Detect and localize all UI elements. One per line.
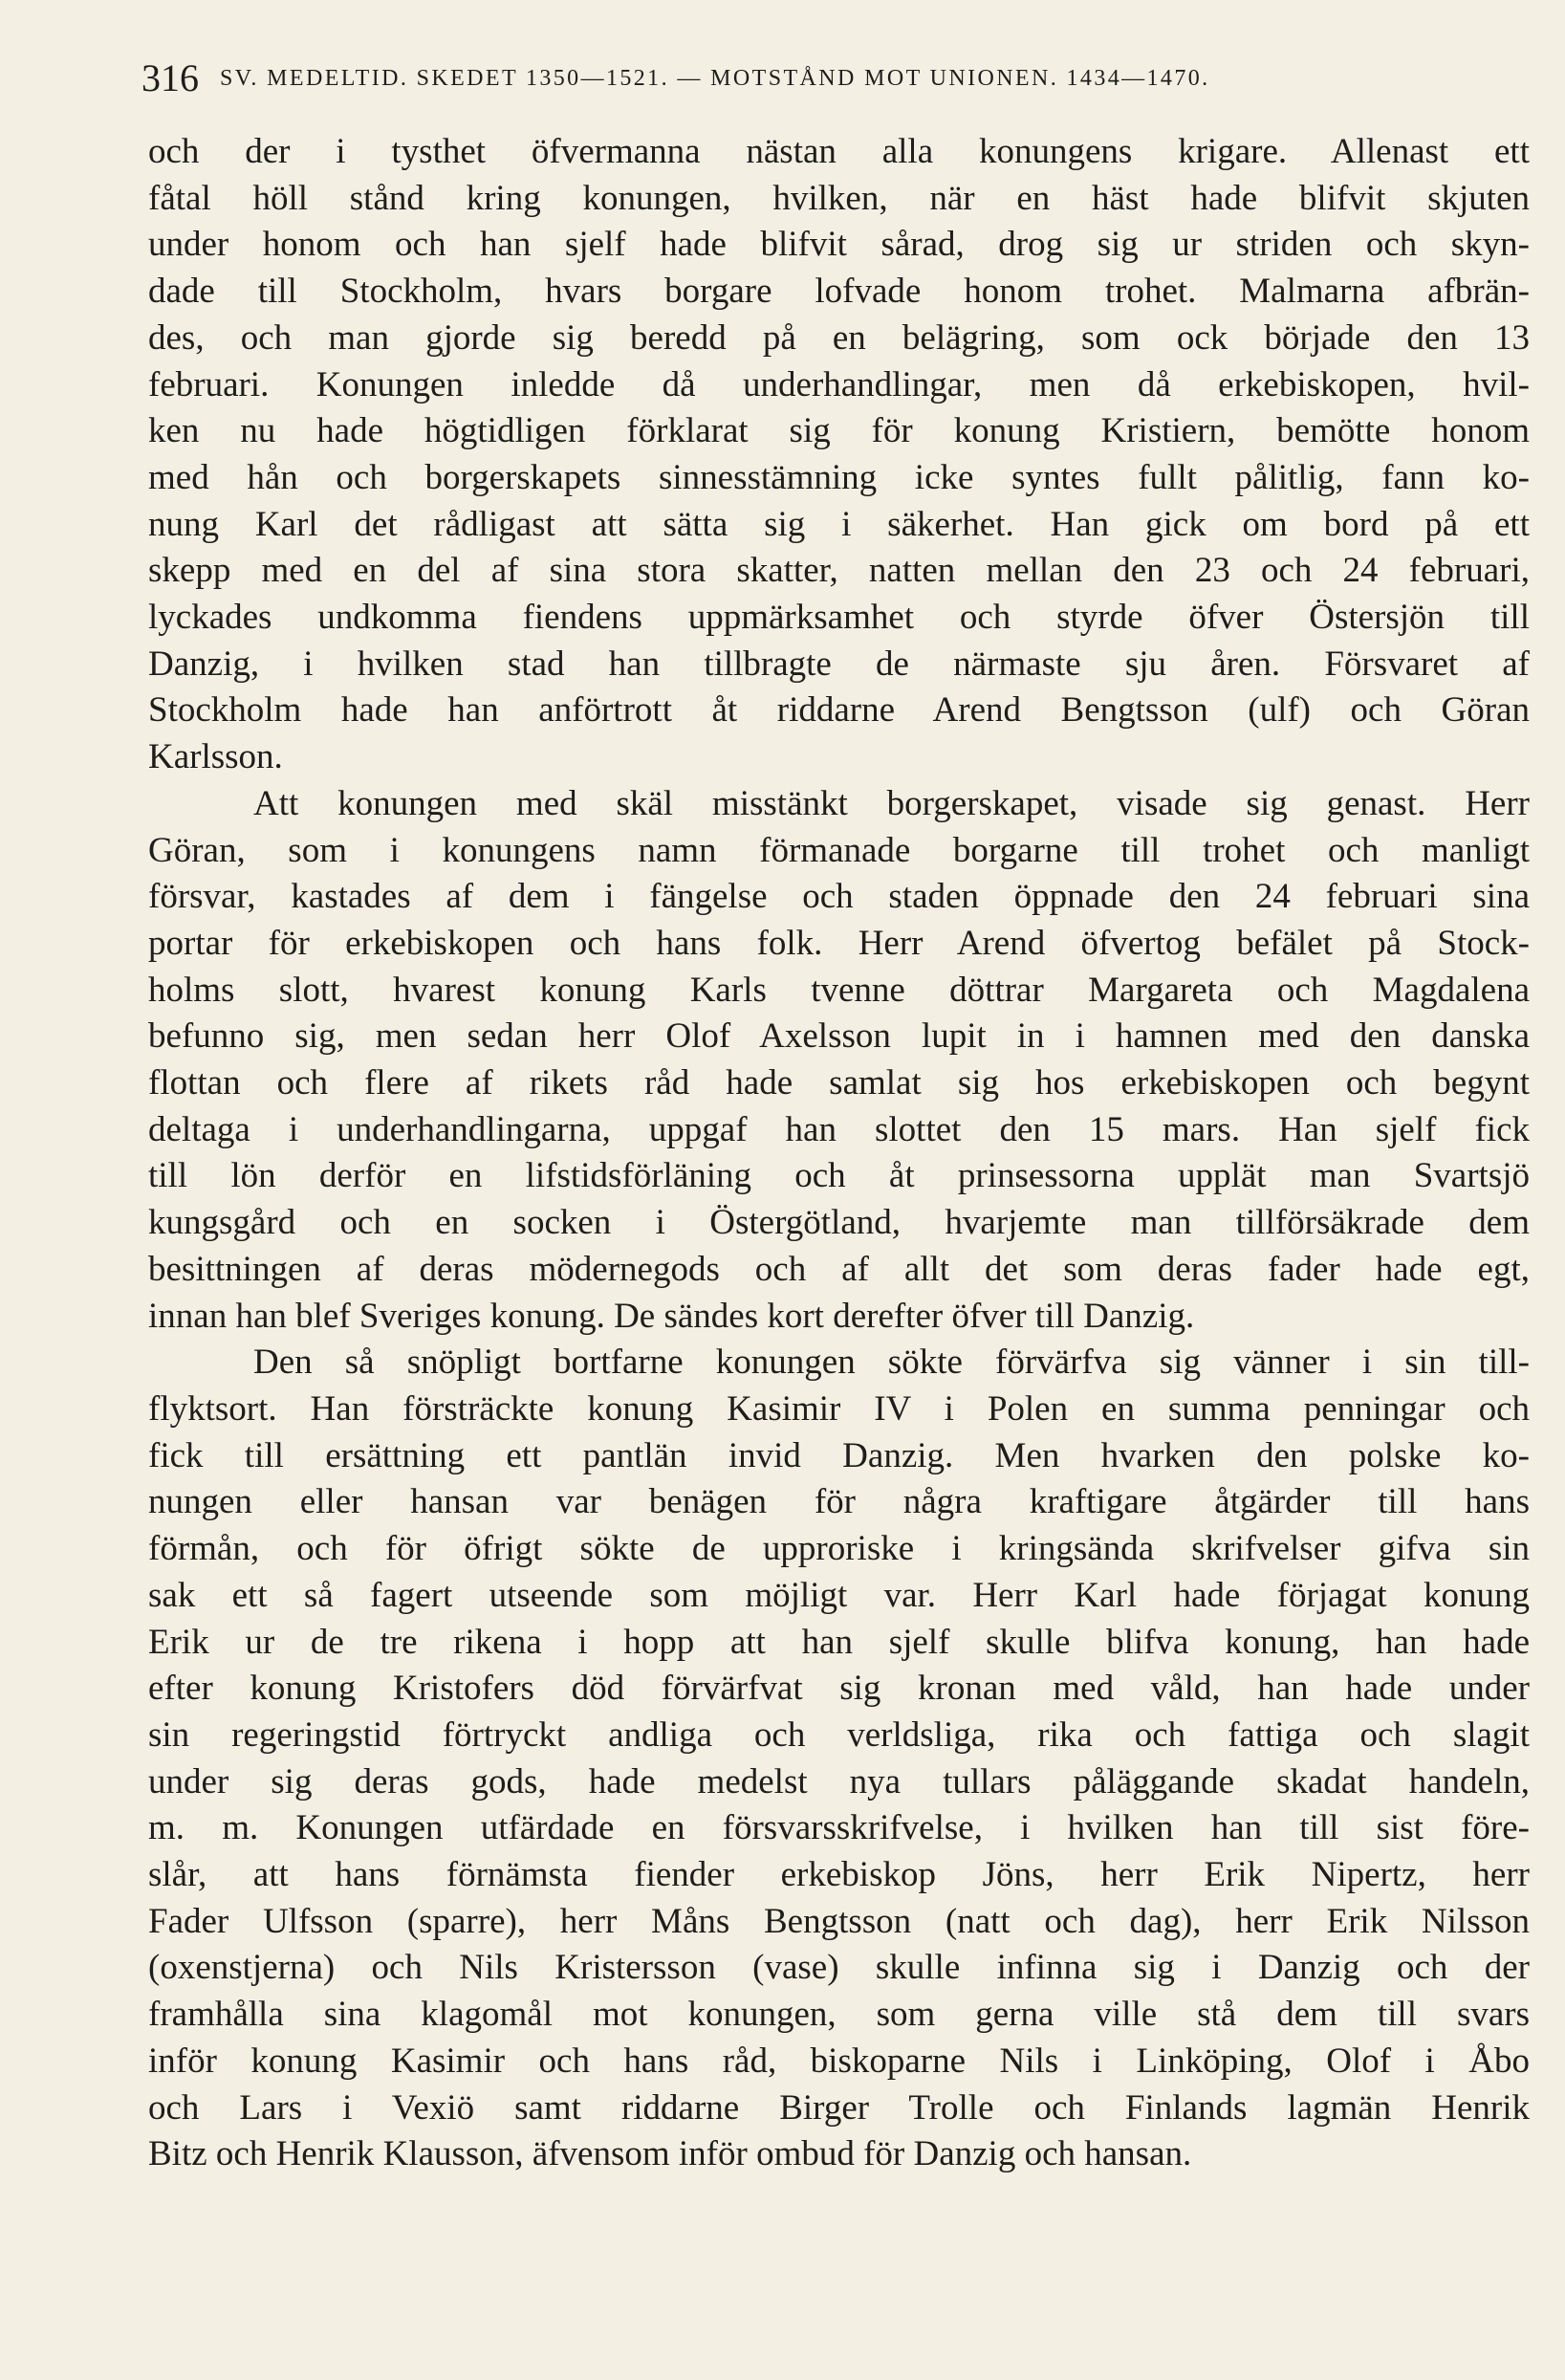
text-line: flottan och flere af rikets råd hade samlat sig hos erkebiskopen och begynt xyxy=(148,1063,1530,1103)
text-line: portar för erkebiskopen och hans folk. Herr Arend öfvertog befälet på Stock- xyxy=(148,923,1530,963)
text-line: efter konung Kristofers död förvärfvat sig kronan med våld, han hade under xyxy=(148,1669,1530,1709)
text-line: kungsgård och en socken i Östergötland, hvarjemte man tillförsäkrade dem xyxy=(148,1203,1530,1243)
text-line: försvar, kastades af dem i fängelse och staden öppnade den 24 februari sina xyxy=(148,877,1530,917)
text-line: Stockholm hade han anförtrott åt riddarne Arend Bengtsson (ulf) och Göran xyxy=(148,690,1530,731)
text-line: sak ett så fagert utseende som möjligt var. Herr Karl hade förjagat konung xyxy=(148,1575,1530,1615)
page-header xyxy=(141,50,1528,107)
text-line: framhålla sina klagomål mot konungen, som gerna ville stå dem till svars xyxy=(148,1995,1530,2035)
paragraph xyxy=(148,1340,1530,2178)
text-line: och der i tysthet öfvermanna nästan alla konungens krigare. Allenast ett xyxy=(148,132,1530,171)
text-line: sin regeringstid förtryckt andliga och verldsliga, rika och fattiga och slagit xyxy=(148,1714,1530,1755)
text-line: och Lars i Vexiö samt riddarne Birger Trolle och Finlands lagmän Henrik xyxy=(148,2087,1530,2128)
text-line: februari. Konungen inledde då underhandlingar, men då erkebiskopen, hvil- xyxy=(148,364,1530,404)
text-line: med hån och borgerskapets sinnesstämning icke syntes fullt pålitlig, fann ko- xyxy=(148,457,1530,497)
text-line: skepp med en del af sina stora skatter, natten mellan den 23 och 24 februari, xyxy=(148,551,1530,591)
running-title: SV. MEDELTID. SKEDET 1350—1521. — MOTSTÅND MOT UNIONEN. 1434—1470. xyxy=(220,66,1210,91)
text-line: Den så snöpligt bortfarne konungen sökte förvärfva sig vänner i sin till- xyxy=(253,1343,1530,1383)
page-number: 316 xyxy=(141,56,199,99)
text-line: flyktsort. Han försträckte konung Kasimir IV i Polen en summa penningar och xyxy=(148,1388,1530,1429)
text-line: besittningen af deras mödernegods och af allt det som deras fader hade egt, xyxy=(148,1249,1530,1289)
text-line: (oxenstjerna) och Nils Kristersson (vase) skulle infinna sig i Danzig och der xyxy=(148,1948,1530,1988)
text-line: slår, att hans förnämsta fiender erkebiskop Jöns, herr Erik Nipertz, herr xyxy=(148,1855,1530,1895)
body-text xyxy=(148,129,1530,2367)
text-line: Fader Ulfsson (sparre), herr Måns Bengtsson (natt och dag), herr Erik Nilsson xyxy=(148,1901,1530,1941)
text-line: Danzig, i hvilken stad han tillbragte de närmaste sju åren. Försvaret af xyxy=(148,644,1530,684)
text-line: inför konung Kasimir och hans råd, biskoparne Nils i Linköping, Olof i Åbo xyxy=(148,2041,1530,2081)
text-line: Bitz och Henrik Klausson, äfvensom inför ombud för Danzig och hansan. xyxy=(148,2134,1192,2174)
text-line: deltaga i underhandlingarna, uppgaf han slottet den 15 mars. Han sjelf fick xyxy=(148,1109,1530,1149)
text-line: under sig deras gods, hade medelst nya tullars påläggande skadat handeln, xyxy=(148,1761,1530,1801)
text-line: Att konungen med skäl misstänkt borgerskapet, visade sig genast. Herr xyxy=(253,783,1530,823)
text-line: ken nu hade högtidligen förklarat sig för konung Kristiern, bemötte honom xyxy=(148,411,1530,451)
text-line: Erik ur de tre rikena i hopp att han sjelf skulle blifva konung, han hade xyxy=(148,1622,1530,1662)
text-line: Karlsson. xyxy=(148,737,283,777)
text-line: fåtal höll stånd kring konungen, hvilken, när en häst hade blifvit skjuten xyxy=(148,178,1530,218)
paragraph xyxy=(148,129,1530,781)
text-line: under honom och han sjelf hade blifvit sårad, drog sig ur striden och skyn- xyxy=(148,225,1530,265)
text-line: des, och man gjorde sig beredd på en belägring, som ock började den 13 xyxy=(148,317,1530,358)
text-line: innan han blef Sveriges konung. De sändes kort derefter öfver till Danzig. xyxy=(148,1296,1195,1336)
text-line: Göran, som i konungens namn förmanade borgarne till trohet och manligt xyxy=(148,830,1530,870)
text-line: till lön derför en lifstidsförläning och åt prinsessorna upplät man Svartsjö xyxy=(148,1156,1530,1196)
text-line: fick till ersättning ett pantlän invid Danzig. Men hvarken den polske ko- xyxy=(148,1435,1530,1475)
text-line: dade till Stockholm, hvars borgare lofvade honom trohet. Malmarna afbrän- xyxy=(148,272,1530,312)
text-line: nung Karl det rådligast att sätta sig i säkerhet. Han gick om bord på ett xyxy=(148,504,1530,544)
text-line: holms slott, hvarest konung Karls tvenne döttrar Margareta och Magdalena xyxy=(148,970,1530,1010)
text-line: befunno sig, men sedan herr Olof Axelsson lupit in i hamnen med den danska xyxy=(148,1016,1530,1057)
text-line: nungen eller hansan var benägen för några kraftigare åtgärder till hans xyxy=(148,1482,1530,1522)
text-line: m. m. Konungen utfärdade en försvarsskrifvelse, i hvilken han till sist före- xyxy=(148,1808,1530,1848)
paragraph xyxy=(148,781,1530,1340)
text-line: lyckades undkomma fiendens uppmärksamhet och styrde öfver Östersjön till xyxy=(148,598,1530,638)
text-line: förmån, och för öfrigt sökte de upproriske i kringsända skrifvelser gifva sin xyxy=(148,1529,1530,1569)
